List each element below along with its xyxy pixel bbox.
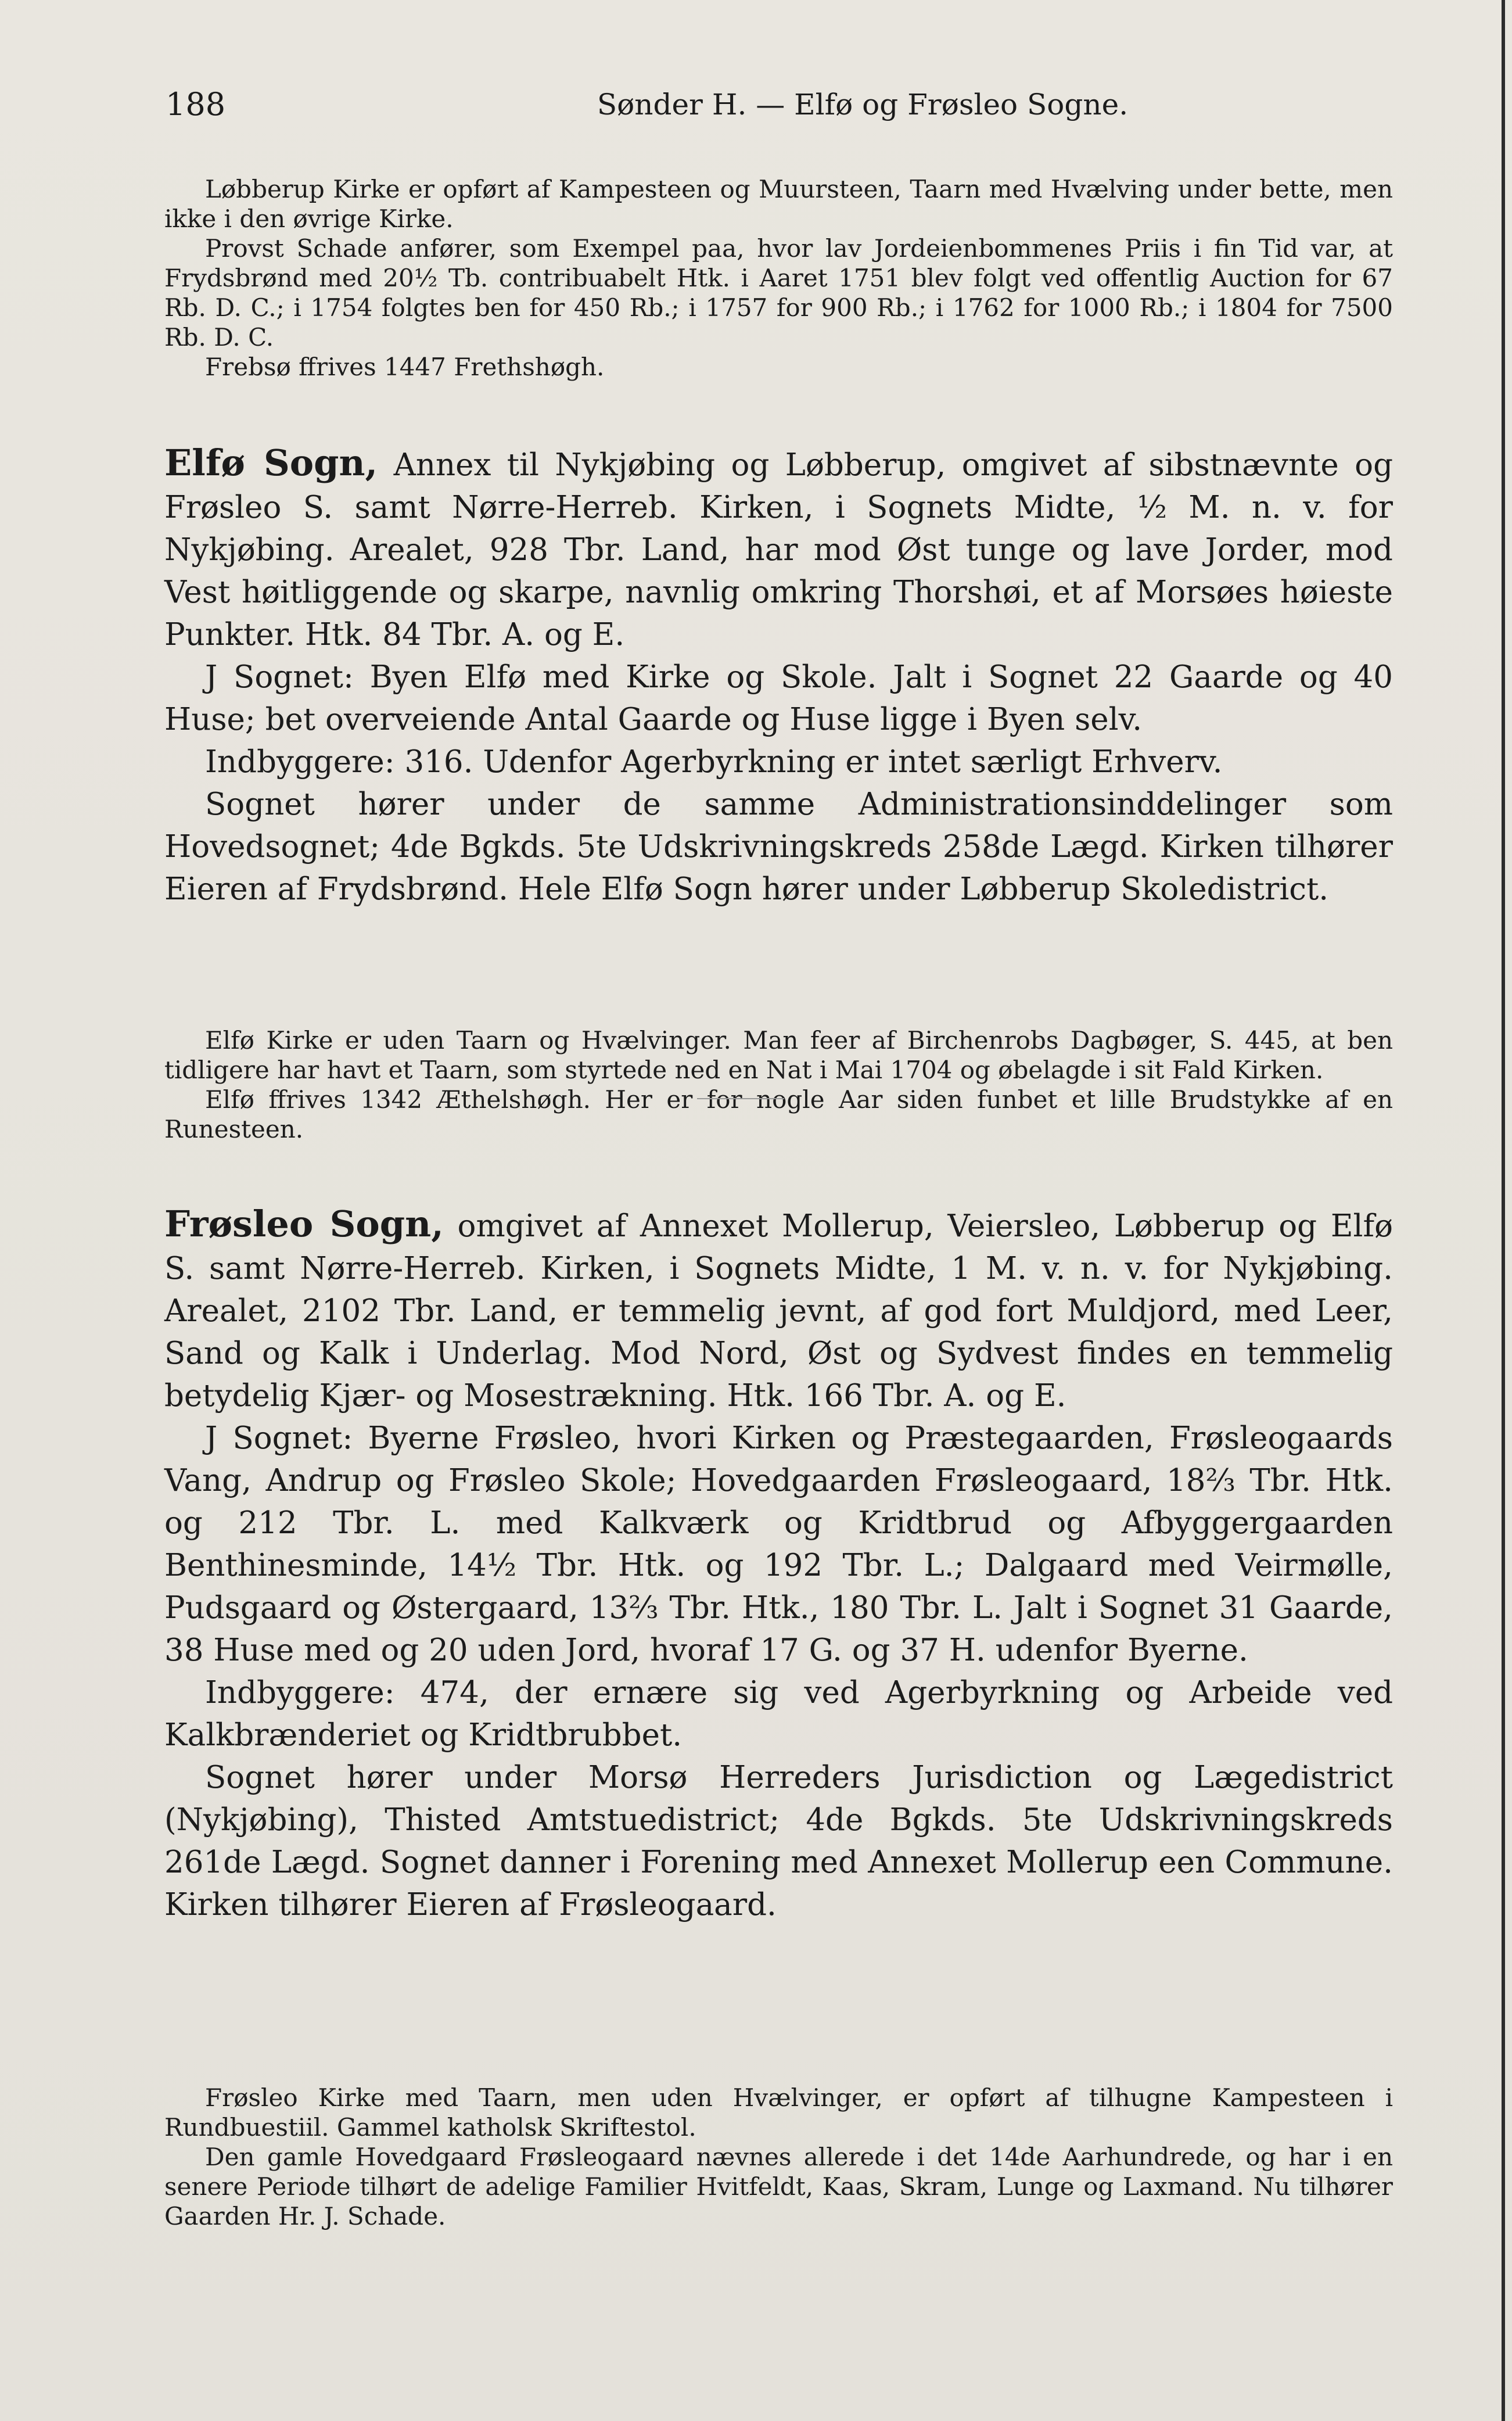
- section-title: Elfø Sogn,: [164, 442, 378, 484]
- section-paragraph: Sognet hører under de samme Administrationsinddelinger som Hovedsognet; 4de Bgkds. 5te Udskrivningskreds 258de Lægd. Kirken tilhører Eieren af Frydsbrønd. Hele Elfø Sogn hører under Løbberup Skoledistrict.: [164, 787, 1393, 907]
- footnote-line: Elfø ffrives 1342 Æthelshøgh. Her er for nogle Aar siden funbet et lille Brudstykke af en Runesteen.: [164, 1085, 1393, 1143]
- footnote-line: Elfø Kirke er uden Taarn og Hvælvinger. Man feer af Birchenrobs Dagbøger, S. 445, at ben tidligere har havt et Taarn, som styrtede ned en Nat i Mai 1704 og øbelagde i sit Fald Kirken.: [164, 1026, 1393, 1084]
- page-number: 188: [166, 86, 226, 123]
- section-paragraph: Annex til Nykjøbing og Løbberup, omgivet af sibstnævnte og Frøsleo S. samt Nørre-Herreb. Kirken, i Sognets Midte, ½ M. n. v. for Nykjøbing. Arealet, 928 Tbr. Land, har mod Øst tunge og lave Jorder, mod Vest høitliggende og skarpe, navnlig omkring Thorshøi, et af Morsøes høieste Punkter. Htk. 84 Tbr. A. og E.: [164, 447, 1393, 652]
- section-froslev: [164, 1203, 1393, 1926]
- footnote-line: Frebsø ffrives 1447 Frethshøgh.: [205, 353, 605, 381]
- section-paragraph: J Sognet: Byerne Frøsleo, hvori Kirken og Præstegaarden, Frøsleogaards Vang, Andrup og Frøsleo Skole; Hovedgaarden Frøsleogaard, 18⅔ Tbr. Htk. og 212 Tbr. L. med Kalkværk og Kridtbrud og Afbyggergaarden Benthinesminde, 14½ Tbr. Htk. og 192 Tbr. L.; Dalgaard med Veirmølle, Pudsgaard og Østergaard, 13⅔ Tbr. Htk., 180 Tbr. L. Jalt i Sognet 31 Gaarde, 38 Huse med og 20 uden Jord, hvoraf 17 G. og 37 H. udenfor Byerne.: [164, 1421, 1393, 1668]
- section-paragraph: Sognet hører under Morsø Herreders Jurisdiction og Lægedistrict (Nykjøbing), Thisted Amtstuedistrict; 4de Bgkds. 5te Udskrivningskreds 261de Lægd. Sognet danner i Forening med Annexet Mollerup een Commune. Kirken tilhører Eieren af Frøsleogaard.: [164, 1760, 1393, 1923]
- section-paragraph: Indbyggere: 316. Udenfor Agerbyrkning er intet særligt Erhverv.: [205, 744, 1223, 780]
- section-title: Frøsleo Sogn,: [164, 1203, 444, 1245]
- footnote-line: Den gamle Hovedgaard Frøsleogaard nævnes allerede i det 14de Aarhundrede, og har i en senere Periode tilhørt de adelige Familier Hvitfeldt, Kaas, Skram, Lunge og Laxmand. Nu tilhører Gaarden Hr. J. Schade.: [164, 2143, 1393, 2230]
- page-header: [166, 81, 1391, 128]
- section-divider: [697, 1098, 784, 1099]
- footnote-line: Provst Schade anfører, som Exempel paa, hvor lav Jordeienbommenes Priis i fin Tid var, at Frydsbrønd med 20½ Tb. contribuabelt Htk. i Aaret 1751 blev folgt ved offentlig Auction for 67 Rb. D. C.; i 1754 folgtes ben for 450 Rb.; i 1757 for 900 Rb.; i 1762 for 1000 Rb.; i 1804 for 7500 Rb. D. C.: [164, 234, 1393, 352]
- footnote-elfo: [164, 1025, 1393, 1144]
- running-title: Sønder H. — Elfø og Frøsleo Sogne.: [597, 88, 1129, 121]
- section-paragraph: Indbyggere: 474, der ernære sig ved Agerbyrkning og Arbeide ved Kalkbrænderiet og Kridtbrubbet.: [164, 1675, 1393, 1753]
- footnote-lobberup: [164, 174, 1393, 382]
- footnote-line: Løbberup Kirke er opført af Kampesteen og Muursteen, Taarn med Hvælving under bette, men ikke i den øvrige Kirke.: [164, 175, 1393, 233]
- section-elfo: [164, 442, 1393, 910]
- footnote-line: Frøsleo Kirke med Taarn, men uden Hvælvinger, er opført af tilhugne Kampesteen i Rundbuestiil. Gammel katholsk Skriftestol.: [164, 2083, 1393, 2142]
- footnote-froslev: [164, 2083, 1393, 2231]
- page-edge-shadow: [1502, 0, 1505, 2421]
- section-paragraph: J Sognet: Byen Elfø med Kirke og Skole. Jalt i Sognet 22 Gaarde og 40 Huse; bet overveiende Antal Gaarde og Huse ligge i Byen selv.: [164, 659, 1393, 737]
- section-paragraph: omgivet af Annexet Mollerup, Veiersleo, Løbberup og Elfø S. samt Nørre-Herreb. Kirken, i Sognets Midte, 1 M. v. n. v. for Nykjøbing. Arealet, 2102 Tbr. Land, er temmelig jevnt, af god fort Muldjord, med Leer, Sand og Kalk i Underlag. Mod Nord, Øst og Sydvest findes en temmelig betydelig Kjær- og Mosestrækning. Htk. 166 Tbr. A. og E.: [164, 1208, 1393, 1414]
